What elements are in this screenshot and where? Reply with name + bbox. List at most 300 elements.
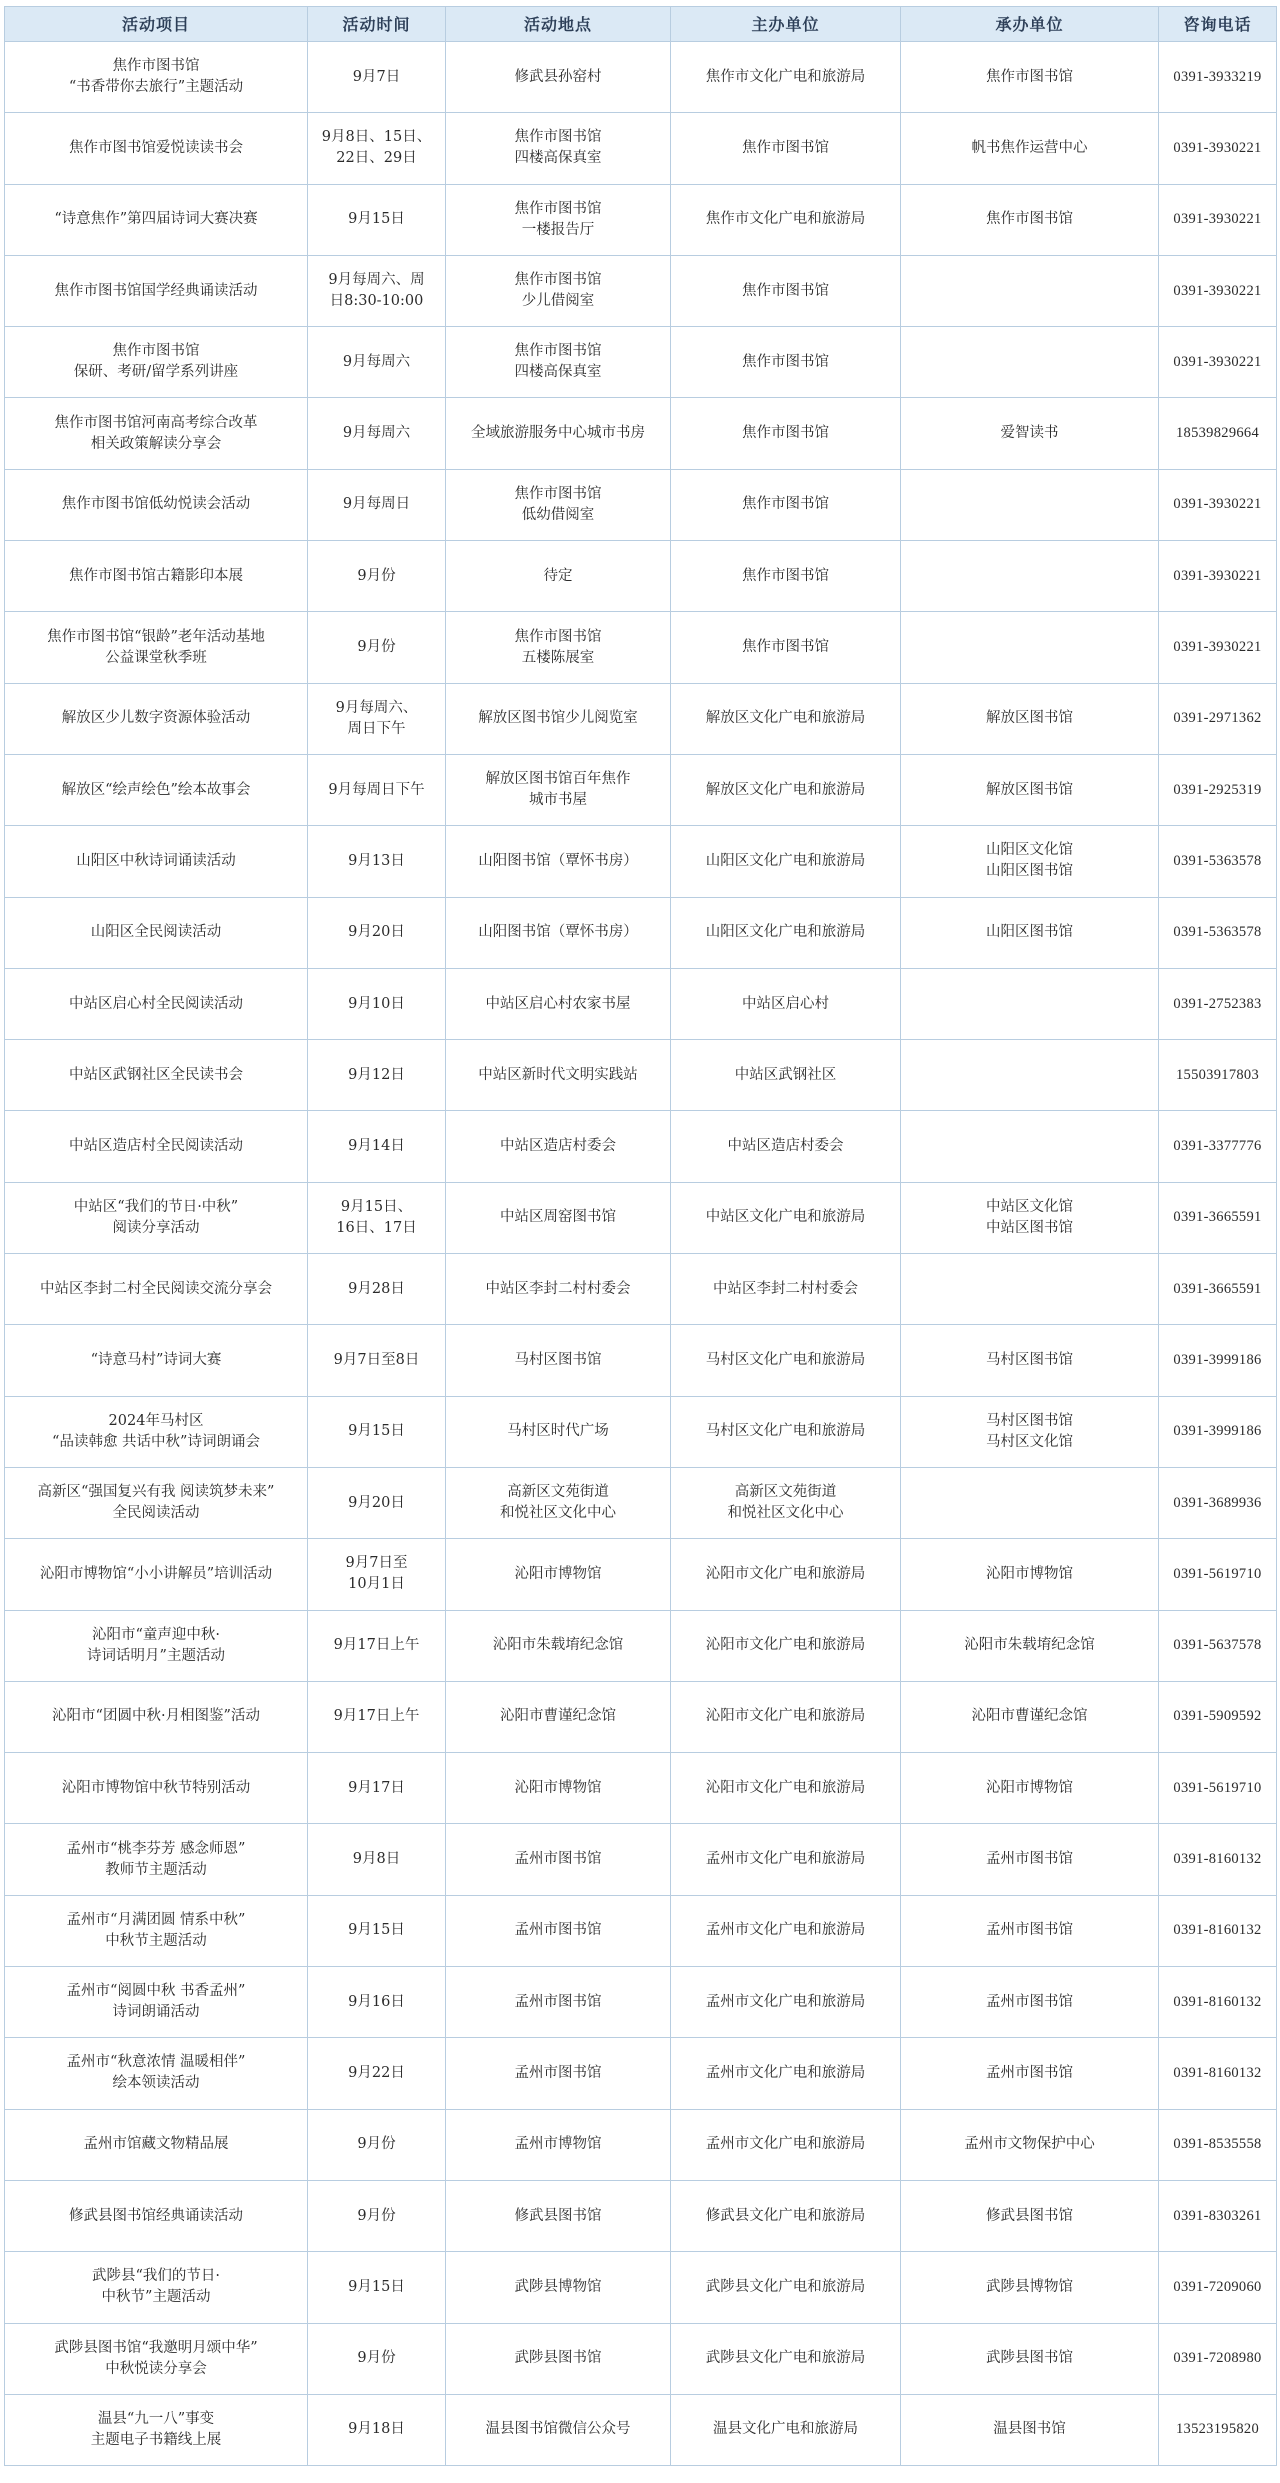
cell-organizer <box>901 184 1159 255</box>
cell-organizer-line: 山阳区图书馆 <box>986 863 1073 880</box>
cell-organizer-line: 修武县图书馆 <box>986 2207 1073 2224</box>
cell-project-line: 中站区“我们的节日·中秋” <box>73 1198 239 1215</box>
cell-project <box>5 2109 308 2180</box>
cell-host <box>671 968 901 1039</box>
cell-venue <box>446 1753 671 1824</box>
cell-phone: 0391-3930221 <box>1159 184 1277 255</box>
cell-host-line: 焦作市图书馆 <box>742 353 829 370</box>
cell-host <box>671 1895 901 1966</box>
cell-time <box>308 1111 446 1182</box>
cell-phone: 0391-3930221 <box>1159 469 1277 540</box>
cell-phone: 0391-3930221 <box>1159 327 1277 398</box>
cell-host <box>671 469 901 540</box>
cell-host <box>671 1325 901 1396</box>
cell-host-line: 马村区文化广电和旅游局 <box>705 1423 866 1440</box>
cell-venue <box>446 184 671 255</box>
cell-time-line: 9月13日 <box>348 852 405 869</box>
cell-organizer <box>901 1182 1159 1253</box>
cell-venue <box>446 1967 671 2038</box>
cell-venue-line: 城市书屋 <box>529 792 587 809</box>
cell-venue <box>446 1040 671 1111</box>
cell-project-line: “诗意马村”诗词大赛 <box>90 1351 222 1368</box>
cell-organizer <box>901 113 1159 184</box>
cell-organizer <box>901 1753 1159 1824</box>
cell-organizer <box>901 1824 1159 1895</box>
table-row <box>5 1753 1277 1824</box>
cell-host-line: 武陟县文化广电和旅游局 <box>705 2350 866 2367</box>
cell-venue <box>446 1182 671 1253</box>
table-row <box>5 1824 1277 1895</box>
cell-organizer-line: 沁阳市博物馆 <box>986 1779 1073 1796</box>
cell-host <box>671 2252 901 2323</box>
cell-time <box>308 2323 446 2394</box>
table-row <box>5 113 1277 184</box>
cell-venue <box>446 541 671 612</box>
cell-time-line: 9月份 <box>357 2207 396 2224</box>
cell-venue <box>446 826 671 897</box>
cell-phone: 0391-3930221 <box>1159 113 1277 184</box>
cell-host-line: 解放区文化广电和旅游局 <box>705 710 866 727</box>
cell-organizer <box>901 1895 1159 1966</box>
cell-time-line: 22日、29日 <box>336 150 417 167</box>
cell-host-line: 焦作市图书馆 <box>742 639 829 656</box>
cell-time <box>308 327 446 398</box>
cell-time-line: 9月每周日下午 <box>328 781 425 798</box>
cell-time <box>308 968 446 1039</box>
header-time: 活动时间 <box>308 7 446 42</box>
cell-venue-line: 一楼报告厅 <box>521 221 595 238</box>
cell-project-line: “品读韩愈 共话中秋”诗词朗诵会 <box>52 1433 260 1450</box>
cell-project-line: 焦作市图书馆低幼悦读会活动 <box>61 496 251 513</box>
cell-project <box>5 612 308 683</box>
cell-time <box>308 1467 446 1538</box>
cell-organizer-line: 中站区文化馆 <box>986 1198 1073 1215</box>
cell-host <box>671 42 901 113</box>
cell-project-line: 孟州市“阅圆中秋 书香孟州” <box>66 1983 246 2000</box>
cell-time <box>308 2038 446 2109</box>
cell-venue-line: 中站区新时代文明实践站 <box>478 1066 638 1083</box>
cell-host-line: 孟州市文化广电和旅游局 <box>705 1851 866 1868</box>
cell-project <box>5 2038 308 2109</box>
cell-venue <box>446 1610 671 1681</box>
cell-host-line: 武陟县文化广电和旅游局 <box>705 2278 866 2295</box>
cell-organizer <box>901 1254 1159 1325</box>
cell-organizer <box>901 2252 1159 2323</box>
cell-organizer-line: 焦作市图书馆 <box>986 211 1073 228</box>
cell-venue <box>446 2180 671 2251</box>
cell-time <box>308 683 446 754</box>
cell-time-line: 10月1日 <box>348 1576 405 1593</box>
cell-project <box>5 398 308 469</box>
cell-time-line: 9月份 <box>357 2136 396 2153</box>
cell-phone: 0391-3930221 <box>1159 255 1277 326</box>
cell-venue <box>446 1111 671 1182</box>
table-row <box>5 184 1277 255</box>
cell-project-line: 2024年马村区 <box>108 1412 204 1429</box>
table-row <box>5 469 1277 540</box>
cell-time-line: 9月15日、 <box>340 1198 413 1215</box>
cell-host-line: 高新区文苑街道 <box>734 1484 837 1501</box>
cell-host <box>671 2109 901 2180</box>
cell-time-line: 9月8日 <box>352 1851 401 1868</box>
cell-venue-line: 中站区周窑图书馆 <box>500 1209 616 1226</box>
table-row <box>5 398 1277 469</box>
cell-project <box>5 1824 308 1895</box>
cell-venue <box>446 113 671 184</box>
cell-organizer-line: 爱智读书 <box>1000 425 1059 442</box>
cell-venue-line: 少儿借阅室 <box>521 293 595 310</box>
cell-organizer-line: 沁阳市博物馆 <box>986 1565 1073 1582</box>
cell-phone: 0391-8160132 <box>1159 2038 1277 2109</box>
cell-time-line: 9月每周日 <box>342 496 411 513</box>
table-row <box>5 968 1277 1039</box>
cell-host-line: 沁阳市文化广电和旅游局 <box>705 1637 866 1654</box>
cell-time <box>308 1824 446 1895</box>
cell-time <box>308 2252 446 2323</box>
cell-time-line: 9月20日 <box>348 1494 405 1511</box>
cell-venue-line: 中站区造店村委会 <box>500 1138 616 1155</box>
cell-venue <box>446 1396 671 1467</box>
cell-phone: 0391-3933219 <box>1159 42 1277 113</box>
cell-venue-line: 温县图书馆微信公众号 <box>485 2421 631 2438</box>
table-row <box>5 2109 1277 2180</box>
cell-venue-line: 修武县孙窑村 <box>514 68 602 85</box>
cell-project-line: 相关政策解读分享会 <box>90 435 222 452</box>
cell-project-line: 焦作市图书馆“银龄”老年活动基地 <box>47 628 265 645</box>
table-row <box>5 2038 1277 2109</box>
cell-project-line: 全民阅读活动 <box>112 1505 200 1522</box>
header-host: 主办单位 <box>671 7 901 42</box>
table-row <box>5 1325 1277 1396</box>
cell-project-line: 中站区造店村全民阅读活动 <box>69 1138 243 1155</box>
cell-project <box>5 2323 308 2394</box>
table-row <box>5 754 1277 825</box>
cell-project-line: 中秋节主题活动 <box>105 1932 207 1949</box>
cell-host-line: 山阳区文化广电和旅游局 <box>705 852 866 869</box>
cell-host <box>671 2323 901 2394</box>
cell-project-line: 中秋节”主题活动 <box>101 2289 211 2306</box>
cell-phone: 0391-8160132 <box>1159 1824 1277 1895</box>
cell-time-line: 9月10日 <box>348 995 405 1012</box>
cell-time <box>308 1182 446 1253</box>
cell-host-line: 沁阳市文化广电和旅游局 <box>705 1779 866 1796</box>
cell-venue-line: 全域旅游服务中心城市书房 <box>471 425 645 442</box>
cell-venue <box>446 1254 671 1325</box>
cell-phone: 0391-8535558 <box>1159 2109 1277 2180</box>
cell-time-line: 16日、17日 <box>336 1219 417 1236</box>
cell-venue <box>446 968 671 1039</box>
cell-project <box>5 1467 308 1538</box>
cell-organizer-line: 帆书焦作运营中心 <box>971 139 1088 156</box>
cell-time-line: 9月7日至 <box>345 1555 408 1572</box>
table-row <box>5 1182 1277 1253</box>
cell-venue-line: 焦作市图书馆 <box>514 200 602 217</box>
cell-project-line: 孟州市“秋意浓情 温暖相伴” <box>66 2054 246 2071</box>
header-row <box>5 7 1277 42</box>
cell-host-line: 沁阳市文化广电和旅游局 <box>705 1708 866 1725</box>
cell-time <box>308 541 446 612</box>
header-phone: 咨询电话 <box>1159 7 1277 42</box>
cell-project-line: 孟州市馆藏文物精品展 <box>83 2136 229 2153</box>
cell-phone: 0391-5363578 <box>1159 826 1277 897</box>
cell-venue-line: 孟州市图书馆 <box>514 2064 602 2081</box>
table-row <box>5 1467 1277 1538</box>
cell-phone: 0391-3665591 <box>1159 1182 1277 1253</box>
cell-venue-line: 武陟县图书馆 <box>514 2350 602 2367</box>
cell-time <box>308 1895 446 1966</box>
cell-host-line: 焦作市文化广电和旅游局 <box>705 68 866 85</box>
cell-time-line: 9月12日 <box>348 1066 405 1083</box>
cell-time-line: 9月16日 <box>348 1993 405 2010</box>
cell-venue-line: 沁阳市曹谨纪念馆 <box>500 1708 616 1725</box>
cell-organizer-line: 孟州市文物保护中心 <box>964 2136 1095 2153</box>
cell-host-line: 孟州市文化广电和旅游局 <box>705 2136 866 2153</box>
cell-time <box>308 184 446 255</box>
cell-host <box>671 2180 901 2251</box>
table-row <box>5 1040 1277 1111</box>
cell-phone: 0391-2752383 <box>1159 968 1277 1039</box>
cell-host-line: 山阳区文化广电和旅游局 <box>705 924 866 941</box>
cell-project-line: 中站区武钢社区全民读书会 <box>69 1066 243 1083</box>
cell-time-line: 9月份 <box>357 639 396 656</box>
cell-project-line: 武陟县“我们的节日· <box>91 2268 221 2285</box>
cell-organizer-line: 沁阳市曹谨纪念馆 <box>971 1708 1088 1725</box>
cell-time <box>308 1396 446 1467</box>
cell-host <box>671 612 901 683</box>
cell-time <box>308 1681 446 1752</box>
cell-organizer <box>901 754 1159 825</box>
cell-time <box>308 1753 446 1824</box>
cell-time <box>308 1967 446 2038</box>
table-row <box>5 2394 1277 2465</box>
cell-venue-line: 马村区时代广场 <box>507 1423 609 1440</box>
cell-venue-line: 沁阳市朱载堉纪念馆 <box>492 1637 624 1654</box>
cell-project <box>5 1610 308 1681</box>
cell-project <box>5 1895 308 1966</box>
cell-venue-line: 武陟县博物馆 <box>514 2278 602 2295</box>
cell-venue-line: 解放区图书馆百年焦作 <box>485 771 631 788</box>
cell-host-line: 沁阳市文化广电和旅游局 <box>705 1565 866 1582</box>
cell-project-line: 沁阳市博物馆“小小讲解员”培训活动 <box>39 1565 273 1582</box>
cell-venue-line: 山阳图书馆（覃怀书房） <box>478 852 638 869</box>
cell-venue <box>446 2323 671 2394</box>
cell-organizer-line: 焦作市图书馆 <box>986 68 1073 85</box>
cell-organizer <box>901 2038 1159 2109</box>
cell-organizer <box>901 826 1159 897</box>
cell-time-line: 日8:30-10:00 <box>329 293 424 310</box>
cell-time <box>308 897 446 968</box>
cell-phone: 0391-8160132 <box>1159 1895 1277 1966</box>
cell-project-line: 焦作市图书馆古籍影印本展 <box>69 567 243 584</box>
cell-project <box>5 968 308 1039</box>
cell-venue <box>446 42 671 113</box>
cell-project <box>5 1254 308 1325</box>
table-row <box>5 1681 1277 1752</box>
cell-venue <box>446 327 671 398</box>
cell-host <box>671 184 901 255</box>
cell-venue-line: 孟州市图书馆 <box>514 1851 602 1868</box>
cell-host-line: 中站区文化广电和旅游局 <box>705 1209 866 1226</box>
cell-organizer <box>901 1967 1159 2038</box>
cell-organizer <box>901 1111 1159 1182</box>
table-row <box>5 1539 1277 1610</box>
cell-venue-line: 低幼借阅室 <box>521 506 595 523</box>
cell-venue <box>446 2109 671 2180</box>
cell-organizer-line: 解放区图书馆 <box>986 710 1073 727</box>
cell-host <box>671 683 901 754</box>
cell-project-line: 温县“九一八”事变 <box>97 2410 215 2427</box>
cell-project <box>5 327 308 398</box>
cell-time <box>308 1610 446 1681</box>
cell-phone: 0391-5619710 <box>1159 1753 1277 1824</box>
cell-project-line: 焦作市图书馆 <box>112 58 200 75</box>
cell-host <box>671 1396 901 1467</box>
cell-organizer <box>901 683 1159 754</box>
cell-project-line: 山阳区中秋诗词诵读活动 <box>76 852 236 869</box>
cell-project <box>5 1681 308 1752</box>
cell-host <box>671 327 901 398</box>
table-row <box>5 42 1277 113</box>
cell-project-line: 山阳区全民阅读活动 <box>90 924 222 941</box>
cell-project-line: 诗词话明月”主题活动 <box>87 1647 225 1664</box>
cell-time-line: 9月7日 <box>352 68 401 85</box>
cell-organizer <box>901 541 1159 612</box>
cell-organizer-line: 沁阳市朱载堉纪念馆 <box>964 1637 1095 1654</box>
cell-time <box>308 1539 446 1610</box>
cell-venue-line: 和悦社区文化中心 <box>500 1505 616 1522</box>
cell-venue <box>446 1467 671 1538</box>
cell-venue-line: 四楼高保真室 <box>514 364 602 381</box>
cell-host <box>671 398 901 469</box>
header-organizer: 承办单位 <box>901 7 1159 42</box>
cell-project <box>5 1182 308 1253</box>
table-row <box>5 2323 1277 2394</box>
cell-host <box>671 1254 901 1325</box>
cell-venue <box>446 469 671 540</box>
cell-host <box>671 541 901 612</box>
cell-host-line: 马村区文化广电和旅游局 <box>705 1351 866 1368</box>
cell-time <box>308 42 446 113</box>
cell-organizer <box>901 1325 1159 1396</box>
cell-phone: 0391-8160132 <box>1159 1967 1277 2038</box>
cell-host-line: 孟州市文化广电和旅游局 <box>705 2064 866 2081</box>
table-row <box>5 826 1277 897</box>
cell-project-line: 绘本领读活动 <box>112 2075 200 2092</box>
cell-project <box>5 184 308 255</box>
cell-venue-line: 焦作市图书馆 <box>514 272 602 289</box>
cell-organizer <box>901 2180 1159 2251</box>
cell-time-line: 9月份 <box>357 567 396 584</box>
cell-phone: 0391-7209060 <box>1159 2252 1277 2323</box>
cell-project <box>5 469 308 540</box>
cell-host <box>671 1610 901 1681</box>
cell-project <box>5 2180 308 2251</box>
cell-project-line: 沁阳市“团圆中秋·月相图鉴”活动 <box>52 1708 260 1725</box>
cell-phone: 0391-2971362 <box>1159 683 1277 754</box>
cell-project <box>5 1753 308 1824</box>
cell-host-line: 中站区武钢社区 <box>734 1066 837 1083</box>
cell-organizer <box>901 398 1159 469</box>
cell-phone: 0391-5363578 <box>1159 897 1277 968</box>
cell-host <box>671 1182 901 1253</box>
cell-time-line: 9月7日至8日 <box>333 1351 420 1368</box>
cell-host <box>671 2394 901 2465</box>
cell-time <box>308 1254 446 1325</box>
cell-venue-line: 修武县图书馆 <box>514 2207 602 2224</box>
cell-organizer-line: 温县图书馆 <box>993 2421 1066 2438</box>
cell-project <box>5 683 308 754</box>
cell-time-line: 9月15日 <box>348 1922 405 1939</box>
cell-project <box>5 1040 308 1111</box>
cell-host <box>671 897 901 968</box>
cell-project-line: 焦作市图书馆 <box>112 343 200 360</box>
cell-time-line: 9月15日 <box>348 1423 405 1440</box>
cell-venue <box>446 612 671 683</box>
cell-project <box>5 1396 308 1467</box>
cell-project-line: 教师节主题活动 <box>105 1861 207 1878</box>
cell-time <box>308 2394 446 2465</box>
cell-phone: 13523195820 <box>1159 2394 1277 2465</box>
cell-host <box>671 255 901 326</box>
cell-project-line: 中站区李封二村全民阅读交流分享会 <box>40 1280 272 1297</box>
cell-project-line: 焦作市图书馆爱悦读读书会 <box>69 139 243 156</box>
cell-host <box>671 1040 901 1111</box>
cell-phone: 0391-5637578 <box>1159 1610 1277 1681</box>
cell-time-line: 9月每周六、 <box>335 699 418 716</box>
cell-organizer <box>901 1539 1159 1610</box>
cell-project <box>5 826 308 897</box>
cell-phone: 18539829664 <box>1159 398 1277 469</box>
cell-venue-line: 焦作市图书馆 <box>514 129 602 146</box>
cell-organizer <box>901 1610 1159 1681</box>
cell-organizer-line: 马村区图书馆 <box>986 1412 1073 1429</box>
cell-host-line: 焦作市图书馆 <box>742 496 829 513</box>
cell-venue-line: 四楼高保真室 <box>514 150 602 167</box>
cell-organizer-line: 山阳区文化馆 <box>986 842 1073 859</box>
cell-venue-line: 孟州市图书馆 <box>514 1993 602 2010</box>
cell-organizer <box>901 1681 1159 1752</box>
table-row <box>5 897 1277 968</box>
cell-project <box>5 541 308 612</box>
cell-host <box>671 1111 901 1182</box>
cell-time-line: 9月14日 <box>348 1138 405 1155</box>
cell-host-line: 焦作市文化广电和旅游局 <box>705 211 866 228</box>
cell-time <box>308 754 446 825</box>
cell-project-line: 公益课堂秋季班 <box>105 649 207 666</box>
cell-venue <box>446 1895 671 1966</box>
cell-organizer <box>901 2394 1159 2465</box>
cell-host-line: 焦作市图书馆 <box>742 567 829 584</box>
cell-project-line: 沁阳市“童声迎中秋· <box>91 1626 221 1643</box>
table-row <box>5 1396 1277 1467</box>
cell-phone: 0391-3930221 <box>1159 612 1277 683</box>
cell-venue <box>446 1824 671 1895</box>
cell-organizer-line: 马村区图书馆 <box>986 1351 1073 1368</box>
cell-organizer-line: 马村区文化馆 <box>986 1433 1073 1450</box>
cell-project-line: 阅读分享活动 <box>112 1219 200 1236</box>
cell-phone: 0391-8303261 <box>1159 2180 1277 2251</box>
table-row <box>5 255 1277 326</box>
cell-project <box>5 2252 308 2323</box>
cell-venue-line: 孟州市图书馆 <box>514 1922 602 1939</box>
cell-project <box>5 42 308 113</box>
cell-host <box>671 754 901 825</box>
cell-time-line: 9月17日 <box>348 1779 405 1796</box>
cell-host-line: 温县文化广电和旅游局 <box>713 2421 858 2438</box>
cell-time-line: 9月8日、15日、 <box>321 129 432 146</box>
cell-project <box>5 255 308 326</box>
cell-venue <box>446 2038 671 2109</box>
